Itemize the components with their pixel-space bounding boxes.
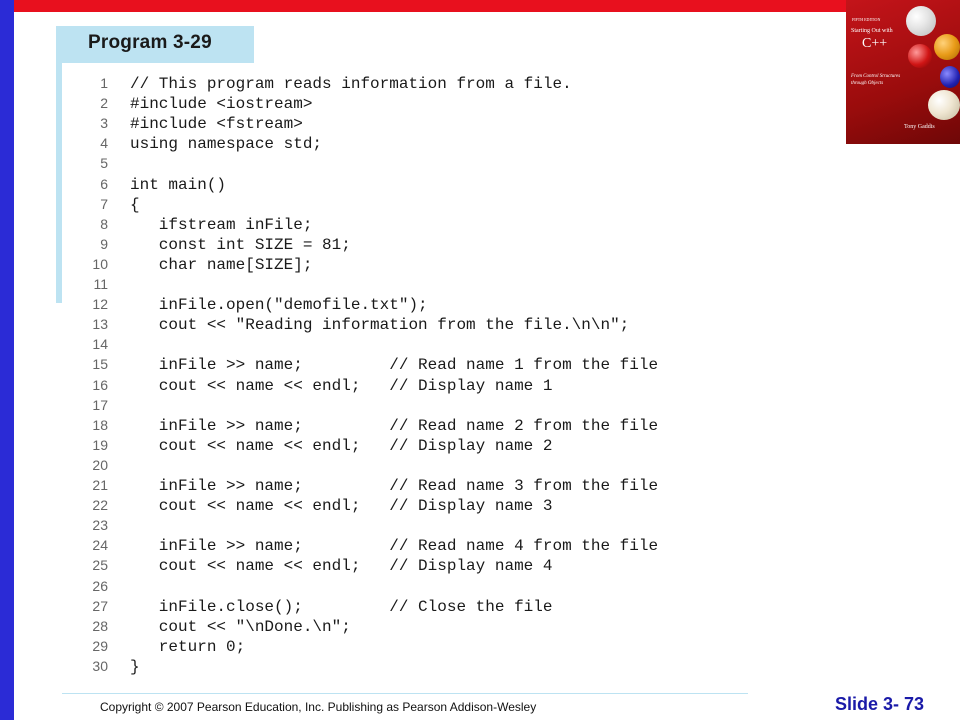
cover-author: Tony Gaddis — [904, 124, 935, 130]
code-text: inFile >> name; // Read name 4 from the file — [130, 537, 659, 556]
code-text: cout << name << endl; // Display name 2 — [130, 436, 553, 455]
line-number: 16 — [92, 376, 108, 393]
code-text: ifstream inFile; — [130, 215, 313, 234]
code-text: inFile >> name; // Read name 1 from the file — [130, 356, 659, 375]
code-text: return 0; — [130, 637, 246, 656]
code-text: inFile >> name; // Read name 3 from the file — [130, 477, 659, 495]
line-number: 14 — [92, 336, 108, 353]
line-number: 11 — [93, 276, 108, 292]
line-number: 25 — [92, 557, 108, 574]
code-text: inFile >> name; // Read name 2 from the file — [130, 416, 659, 435]
line-number: 21 — [92, 477, 108, 493]
line-number: 12 — [92, 296, 108, 313]
code-text: char name[SIZE]; — [130, 255, 313, 274]
code-text: cout << name << endl; // Display name 3 — [130, 497, 553, 516]
cover-subtitle-line1: From Control Structures — [851, 74, 901, 79]
line-number: 20 — [92, 456, 108, 473]
copyright-notice: Copyright © 2007 Pearson Education, Inc. Publishing as Pearson Addison-Wesley — [100, 700, 537, 714]
code-text: } — [130, 657, 140, 676]
slide-number: Slide 3- 73 — [835, 694, 925, 714]
billiard-ball-1 — [906, 6, 936, 36]
line-number: 4 — [100, 135, 108, 152]
line-number: 3 — [100, 115, 108, 132]
line-number: 8 — [100, 215, 108, 232]
left-accent-bar — [0, 0, 14, 720]
billiard-ball-4 — [908, 44, 932, 68]
cover-title-line1: Starting Out with — [851, 28, 893, 34]
line-number: 13 — [92, 316, 108, 333]
code-text: cout << "Reading information from the file.\n\n"; — [130, 316, 630, 335]
line-number: 2 — [100, 95, 108, 112]
line-number: 1 — [100, 75, 108, 91]
line-number: 28 — [92, 617, 108, 634]
line-number: 7 — [100, 195, 108, 212]
code-text: #include <iostream> — [130, 95, 313, 114]
top-accent-bar — [0, 0, 960, 12]
program-label-tab — [56, 26, 254, 63]
line-number: 18 — [92, 416, 108, 433]
line-number: 24 — [92, 537, 108, 554]
cover-title-line2: C++ — [862, 36, 888, 51]
line-number: 23 — [92, 517, 108, 534]
code-text: { — [130, 195, 140, 214]
code-text: inFile.close(); // Close the file — [130, 597, 553, 616]
billiard-ball-3 — [940, 66, 960, 88]
line-number: 22 — [92, 497, 108, 514]
code-text: int main() — [130, 175, 227, 194]
code-text: const int SIZE = 81; — [130, 235, 351, 254]
line-number: 30 — [92, 657, 108, 674]
line-number: 5 — [100, 155, 108, 172]
code-text: inFile.open("demofile.txt"); — [130, 296, 428, 315]
line-number: 26 — [92, 577, 108, 594]
code-text: using namespace std; — [130, 135, 323, 154]
program-label: Program 3-29 — [88, 32, 212, 53]
line-number: 6 — [100, 175, 108, 192]
line-number: 10 — [92, 255, 108, 272]
billiard-ball-2 — [934, 34, 960, 60]
line-number: 17 — [92, 396, 108, 413]
line-number: 29 — [92, 637, 108, 654]
code-text: cout << name << endl; // Display name 1 — [130, 376, 553, 395]
code-text: cout << "\nDone.\n"; — [130, 617, 351, 636]
code-text: // This program reads information from a file. — [130, 75, 572, 93]
line-number: 15 — [92, 356, 108, 373]
cover-subtitle-line2: through Objects — [851, 81, 884, 86]
code-text: #include <fstream> — [130, 115, 303, 134]
cover-edition: FIFTH EDITION — [852, 17, 881, 22]
book-cover-image — [846, 0, 960, 144]
line-number: 9 — [100, 235, 108, 252]
line-number: 27 — [92, 597, 108, 614]
code-listing — [62, 63, 748, 694]
code-text: cout << name << endl; // Display name 4 — [130, 557, 553, 576]
billiard-ball-5 — [928, 90, 960, 120]
line-number: 19 — [92, 436, 108, 453]
